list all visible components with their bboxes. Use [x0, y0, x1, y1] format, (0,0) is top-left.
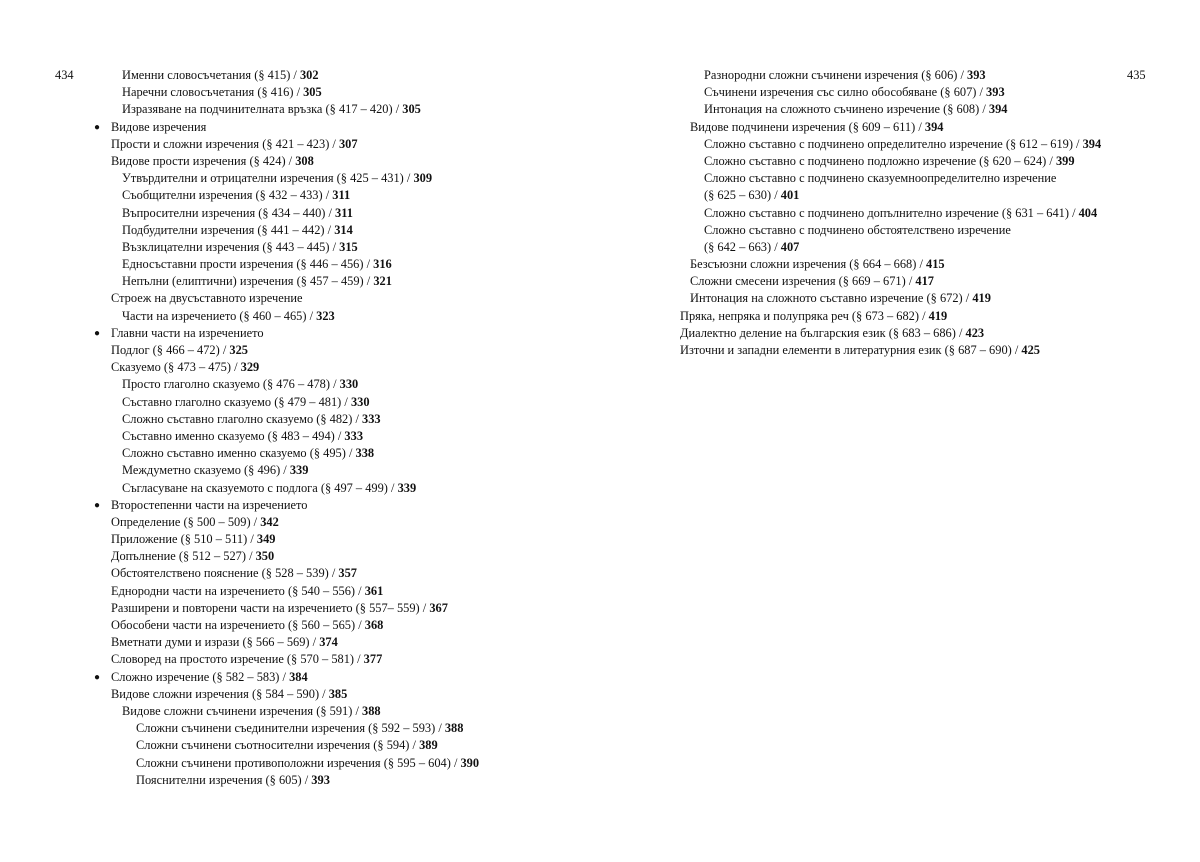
- toc-entry-title: Сказуемо (§ 473 – 475) /: [111, 360, 241, 375]
- toc-entry-page: 302: [299, 68, 319, 82]
- toc-entry-page: 404: [1078, 205, 1098, 220]
- toc-entry: [0, 617, 479, 634]
- toc-entry: [0, 772, 479, 789]
- toc-entry: [0, 531, 479, 548]
- toc-entry-title: Пряка, непряка и полупряка реч (§ 673 – 682) /: [680, 308, 929, 323]
- toc-entry: [0, 600, 479, 617]
- toc-entry: [600, 273, 1101, 290]
- toc-entry: [0, 342, 479, 359]
- toc-entry-title: Утвърдителни и отрицателни изречения (§ 425 – 431) /: [122, 171, 414, 186]
- toc-entry-title: Видове прости изречения (§ 424) /: [111, 153, 296, 168]
- toc-entry: [0, 136, 479, 153]
- toc-entry: [0, 651, 479, 668]
- toc-entry-page: 349: [256, 532, 276, 547]
- toc-entry-page: 323: [316, 308, 335, 323]
- toc-entry: [0, 256, 479, 273]
- toc-entry: [0, 359, 479, 376]
- toc-entry-title: Въпросителни изречения (§ 434 – 440) /: [122, 205, 336, 220]
- toc-entry-page: 308: [295, 153, 314, 168]
- toc-entry: [0, 445, 479, 462]
- toc-entry-title: Съгласуване на сказуемото с подлога (§ 497 – 499) /: [122, 480, 398, 495]
- toc-entry-title: Видове изречения: [111, 119, 207, 134]
- toc-entry-title: Допълнение (§ 512 – 527) /: [111, 549, 256, 564]
- toc-entry-title: Разнородни сложни съчинени изречения (§ 606) /: [704, 68, 968, 82]
- toc-entry-title: Словоред на простото изречение (§ 570 – 581) /: [111, 652, 364, 667]
- toc-entry: [0, 703, 479, 720]
- toc-entry-page: 377: [363, 652, 383, 667]
- toc-entry-title: Строеж на двусъставното изречение: [111, 291, 303, 306]
- right-page: [600, 0, 1200, 862]
- toc-entry-title: (§ 642 – 663) /: [704, 239, 781, 254]
- toc-entry: [0, 325, 479, 342]
- toc-entry: [0, 187, 479, 204]
- toc-entry-page: 330: [339, 377, 359, 392]
- toc-entry: [600, 256, 1101, 273]
- toc-entry-page: 388: [444, 721, 464, 736]
- toc-entry: [0, 669, 479, 686]
- toc-entry-page: 333: [362, 411, 381, 426]
- toc-entry: [0, 565, 479, 582]
- toc-entry-title: Сложно съставно именно сказуемо (§ 495) /: [122, 446, 356, 461]
- toc-entry-title: Видове сложни съчинени изречения (§ 591) /: [122, 703, 362, 718]
- toc-entry: [0, 376, 479, 393]
- toc-entry-title: Интонация на сложното съставно изречение (§ 672) /: [690, 291, 973, 306]
- toc-entry: [0, 273, 479, 290]
- toc-entry-title: Сложно съставно с подчинено допълнително изречение (§ 631 – 641) /: [704, 205, 1079, 220]
- toc-entry-page: 338: [355, 446, 375, 461]
- toc-entry-page: 399: [1055, 153, 1075, 168]
- toc-entry-title: Главни части на изречението: [111, 325, 264, 340]
- toc-entry: [600, 67, 1101, 84]
- toc-entry-page: 314: [334, 222, 353, 237]
- toc-entry-page: 394: [988, 102, 1008, 117]
- toc-entry-page: 423: [965, 325, 985, 340]
- toc-entry-page: 339: [289, 463, 309, 478]
- toc-entry: [600, 325, 1101, 342]
- toc-entry: [600, 136, 1101, 153]
- toc-entry: [0, 308, 479, 325]
- toc-entry-page: 350: [255, 549, 275, 564]
- toc-entry-title: Безсъюзни сложни изречения (§ 664 – 668) /: [690, 257, 927, 272]
- toc-entry-title: Сложно съставно с подчинено подложно изречение (§ 620 – 624) /: [704, 153, 1056, 168]
- toc-entry: [0, 119, 479, 136]
- toc-entry: [0, 755, 479, 772]
- toc-entry-page: 316: [373, 257, 392, 272]
- bullet-icon: ●: [94, 671, 101, 683]
- toc-entry-page: 311: [332, 188, 351, 203]
- toc-entry: [0, 394, 479, 411]
- toc-entry-title: Възклицателни изречения (§ 443 – 445) /: [122, 239, 340, 254]
- toc-entry: [0, 101, 479, 118]
- toc-entry-page: 307: [338, 136, 358, 151]
- toc-entry: [0, 170, 479, 187]
- toc-entry: [0, 583, 479, 600]
- toc-entry: [600, 119, 1101, 136]
- page-number: 434: [55, 68, 74, 82]
- toc-entry: [0, 634, 479, 651]
- toc-entry: [0, 411, 479, 428]
- toc-entry-page: 401: [780, 188, 800, 203]
- toc-entry-title: Сложни съчинени съотносителни изречения (§ 594) /: [136, 738, 420, 753]
- toc-entry-title: Видове сложни изречения (§ 584 – 590) /: [111, 686, 329, 701]
- toc-entry-title: Приложение (§ 510 – 511) /: [111, 532, 257, 547]
- toc-entry-title: Съставно именно сказуемо (§ 483 – 494) /: [122, 428, 345, 443]
- toc-entry-title: Прости и сложни изречения (§ 421 – 423) /: [111, 136, 339, 151]
- toc-entry: [0, 239, 479, 256]
- toc-entry: [0, 222, 479, 239]
- toc-entry: [0, 428, 479, 445]
- toc-entry-title: Разширени и повторени части на изречението (§ 557– 559) /: [111, 600, 430, 615]
- toc-entry-page: 407: [780, 239, 800, 254]
- toc-entry: [0, 290, 479, 307]
- toc-entry-title: Просто глаголно сказуемо (§ 476 – 478) /: [122, 377, 340, 392]
- toc-entry-page: 311: [335, 205, 353, 220]
- toc-entry-title: Наречни словосъчетания (§ 416) /: [122, 85, 304, 100]
- toc-entry: [600, 187, 1101, 204]
- toc-entry-title: Второстепенни части на изречението: [111, 497, 308, 512]
- toc-entry-title: Сложни съчинени противоположни изречения (§ 595 – 604) /: [136, 755, 461, 770]
- toc-entry: [0, 548, 479, 565]
- toc-entry: [0, 686, 479, 703]
- toc-entry-title: Съобщителни изречения (§ 432 – 433) /: [122, 188, 333, 203]
- toc-entry-title: Видове подчинени изречения (§ 609 – 611) /: [690, 119, 925, 134]
- toc-entry: [0, 462, 479, 479]
- toc-entry: [600, 205, 1101, 222]
- toc-entry-page: 419: [972, 291, 991, 306]
- bullet-icon: ●: [94, 499, 101, 511]
- toc-entry-page: 357: [338, 566, 357, 581]
- toc-entry-page: 390: [460, 755, 480, 770]
- toc-entry-title: Сложно изречение (§ 582 – 583) /: [111, 669, 290, 684]
- toc-entry: [0, 514, 479, 531]
- toc-entry-page: 333: [344, 428, 364, 443]
- toc-entry-page: 368: [364, 618, 384, 632]
- toc-entry-page: 417: [915, 274, 934, 289]
- toc-entry-title: (§ 625 – 630) /: [704, 188, 781, 203]
- toc-entry-title: Сложно съставно с подчинено обстоятелствено изречение: [704, 222, 1011, 237]
- toc-entry-page: 325: [229, 343, 248, 357]
- toc-entry-title: Едносъставни прости изречения (§ 446 – 456) /: [122, 257, 374, 272]
- toc-entry-page: 385: [328, 686, 348, 701]
- toc-entry-title: Сложни смесени изречения (§ 669 – 671) /: [690, 274, 916, 289]
- toc-entry-title: Части на изречението (§ 460 – 465) /: [122, 308, 317, 323]
- toc-entry-page: 361: [364, 583, 384, 598]
- toc-entry-page: 342: [260, 514, 279, 529]
- toc-entry: [0, 720, 479, 737]
- toc-entry-title: Източни и западни елементи в литературния език (§ 687 – 690) /: [680, 343, 1022, 357]
- toc-entry-page: 330: [350, 394, 370, 409]
- toc-entry: [0, 205, 479, 222]
- toc-entry-page: 374: [319, 635, 338, 650]
- toc-entry: [0, 497, 479, 514]
- toc-entry: [600, 290, 1101, 307]
- toc-entry-page: 389: [419, 738, 438, 753]
- page-number: 435: [1127, 68, 1146, 82]
- toc-entry-page: 321: [373, 274, 392, 289]
- toc-entry-page: 329: [240, 360, 260, 375]
- toc-entry-page: 339: [397, 480, 417, 495]
- toc-entry-page: 394: [1082, 136, 1102, 151]
- toc-entry-page: 393: [311, 772, 330, 787]
- toc-entry-page: 315: [339, 239, 358, 254]
- toc-entry-page: 394: [924, 119, 944, 134]
- toc-entry-title: Сложно съставно с подчинено определително изречение (§ 612 – 619) /: [704, 136, 1083, 151]
- toc-entry-page: 415: [926, 257, 945, 272]
- toc-entry-title: Вметнати думи и изрази (§ 566 – 569) /: [111, 635, 320, 650]
- toc-entry-title: Изразяване на подчинителната връзка (§ 417 – 420) /: [122, 102, 403, 117]
- table-of-contents: [0, 67, 479, 789]
- toc-entry-page: 305: [303, 85, 322, 100]
- toc-entry: [600, 342, 1101, 359]
- toc-entry-title: Обособени части на изречението (§ 560 – 565) /: [111, 618, 365, 632]
- toc-entry-page: 309: [413, 171, 433, 186]
- toc-entry-title: Сложни съчинени съединителни изречения (§ 592 – 593) /: [136, 721, 445, 736]
- toc-entry: [0, 84, 479, 101]
- toc-entry-page: 367: [429, 600, 448, 615]
- toc-entry-title: Интонация на сложното съчинено изречение (§ 608) /: [704, 102, 989, 117]
- toc-entry: [600, 84, 1101, 101]
- toc-entry-title: Определение (§ 500 – 509) /: [111, 514, 261, 529]
- toc-entry-title: Подбудителни изречения (§ 441 – 442) /: [122, 222, 335, 237]
- toc-entry-title: Еднородни части на изречението (§ 540 – 556) /: [111, 583, 365, 598]
- toc-entry-title: Именни словосъчетания (§ 415) /: [122, 68, 300, 82]
- toc-entry-title: Непълни (елиптични) изречения (§ 457 – 459) /: [122, 274, 374, 289]
- toc-entry-page: 305: [402, 102, 421, 117]
- toc-entry-title: Сложно съставно глаголно сказуемо (§ 482) /: [122, 411, 363, 426]
- toc-entry-title: Пояснителни изречения (§ 605) /: [136, 772, 312, 787]
- toc-entry: [600, 222, 1101, 239]
- toc-entry: [600, 308, 1101, 325]
- toc-entry-title: Сложно съставно с подчинено сказуемноопределително изречение: [704, 171, 1057, 186]
- toc-entry: [600, 153, 1101, 170]
- toc-entry-title: Съчинени изречения със силно обособяване (§ 607) /: [704, 85, 987, 100]
- toc-entry: [600, 101, 1101, 118]
- toc-entry-title: Съставно глаголно сказуемо (§ 479 – 481) /: [122, 394, 351, 409]
- toc-entry: [0, 153, 479, 170]
- toc-entry-title: Междуметно сказуемо (§ 496) /: [122, 463, 290, 478]
- toc-entry-title: Диалектно деление на българския език (§ 683 – 686) /: [680, 325, 966, 340]
- toc-entry-title: Подлог (§ 466 – 472) /: [111, 343, 230, 357]
- table-of-contents: [600, 67, 1101, 359]
- bullet-icon: ●: [94, 327, 101, 339]
- toc-entry: [0, 67, 479, 84]
- toc-entry-page: 419: [928, 308, 948, 323]
- toc-entry: [600, 170, 1101, 187]
- toc-entry-title: Обстоятелствено пояснение (§ 528 – 539) /: [111, 566, 339, 581]
- toc-entry: [0, 737, 479, 754]
- toc-entry-page: 388: [362, 703, 381, 718]
- bullet-icon: ●: [94, 121, 101, 133]
- toc-entry-page: 384: [289, 669, 308, 684]
- toc-entry-page: 393: [967, 68, 986, 82]
- toc-entry: [600, 239, 1101, 256]
- toc-entry-page: 425: [1021, 343, 1040, 357]
- toc-entry: [0, 480, 479, 497]
- toc-entry-page: 393: [986, 85, 1005, 100]
